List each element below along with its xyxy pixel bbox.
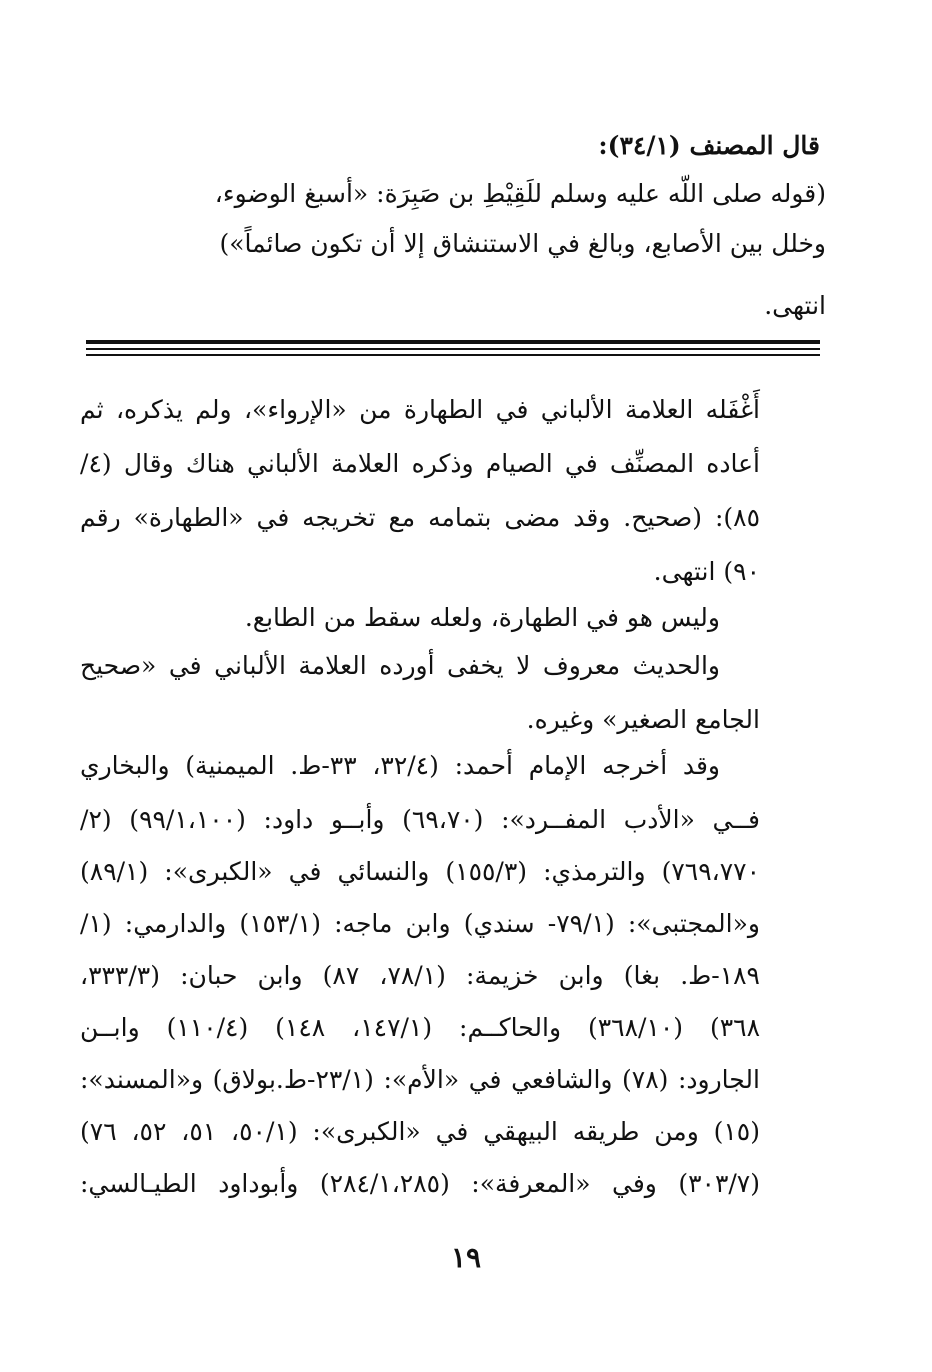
quote-line: وخلل بين الأصابع، وبالغ في الاستنشاق إلا أن تكون صائماً») (219, 229, 826, 258)
body-line: ٣٦٨) (٣٦٨/١٠) والحاكــم: (١٤٧/١، ١٤٨) (١١٠/٤) وابــن (80, 1013, 761, 1042)
body-line: ١٨٩-ط. بغا) وابن خزيمة: (٧٨/١، ٨٧) وابن حبان: (٣٣٣/٣، (80, 961, 760, 990)
body-line: (٣٠٣/٧) وفي «المعرفة»: (٢٨٤/١،٢٨٥) وأبوداود الطيـالسي: (80, 1169, 760, 1198)
body-line: (١٥) ومن طريقه البيهقي في «الكبرى»: (٥٠/١، ٥١، ٥٢، ٧٦) (80, 1117, 760, 1146)
body-line: ٨٥): (صحيح. وقد مضى بتمامه مع تخريجه في «الطهارة» رقم (80, 503, 760, 532)
separator-rule (86, 340, 820, 344)
body-line: ٧٦٩،٧٧٠) والترمذي: (١٥٥/٣) والنسائي في «الكبرى»: (٨٩/١) (80, 857, 760, 886)
separator-rule (86, 348, 820, 350)
section-heading: قال المصنف (٣٤/١): (598, 131, 820, 160)
body-line: أَغْفَله العلامة الألباني في الطهارة من «الإرواء»، ولم يذكره، ثم (80, 395, 760, 424)
body-line: ٩٠) انتهى. (653, 557, 760, 586)
body-line: فــي «الأدب المفــرد»: (٦٩،٧٠) وأبــو داود: (٩٩/١،١٠٠) (٢/ (80, 805, 760, 834)
body-line: وليس هو في الطهارة، ولعله سقط من الطابع. (244, 603, 720, 632)
body-line: و«المجتبى»: (٧٩/١- سندي) وابن ماجه: (١٥٣/١) والدارمي: (١/ (80, 909, 760, 938)
quote-line: انتهى. (764, 291, 826, 320)
separator-rule (86, 354, 820, 356)
page-number: ١٩ (450, 1241, 482, 1274)
body-line: الجارود: (٧٨) والشافعي في «الأم»: (٢٣/١-ط.بولاق) و«المسند»: (80, 1065, 760, 1094)
body-line: والحديث معروف لا يخفى أورده العلامة الألباني في «صحيح (80, 651, 720, 680)
body-line: الجامع الصغير» وغيره. (526, 705, 760, 734)
body-line: أعاده المصنِّف في الصيام وذكره العلامة الألباني هناك وقال (٤/ (80, 449, 760, 478)
body-line: وقد أخرجه الإمام أحمد: (٣٢/٤، ٣٣-ط. الميمنية) والبخاري (80, 751, 720, 780)
quote-line: (قوله صلى اللّه عليه وسلم للَقِيْطِ بن صَبِرَة: «أسبغ الوضوء، (214, 179, 826, 208)
